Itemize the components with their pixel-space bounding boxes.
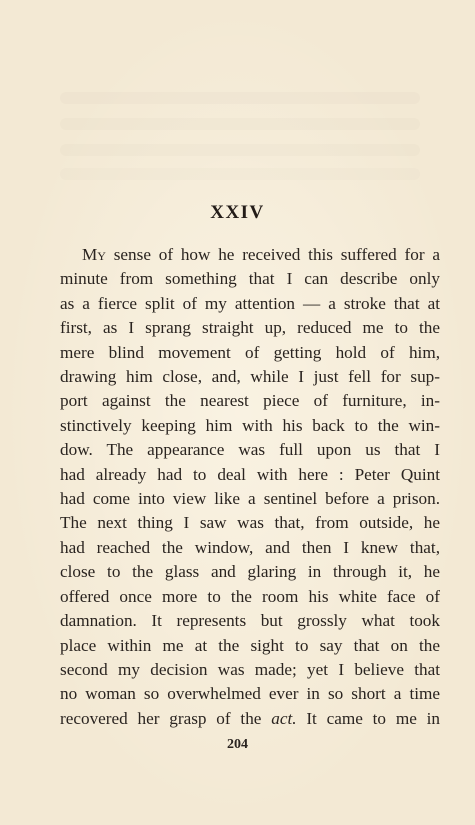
chapter-body: [60, 243, 440, 731]
text-line: as a fierce split of my attention — a stroke that at: [60, 293, 440, 313]
text-line: damnation. It represents but grossly what took: [60, 611, 440, 631]
text-line: close to the glass and glaring in through it, he: [60, 562, 440, 582]
text-line: The next thing I saw was that, from outside, he: [60, 513, 440, 533]
text-line-content: It came to me in: [296, 708, 440, 728]
text-line: [60, 707, 440, 731]
text-line: had come into view like a sentinel before a prison.: [60, 489, 440, 509]
show-through-mark: [60, 92, 420, 104]
text-line: second my decision was made; yet I believe that: [60, 659, 440, 679]
show-through-mark: [60, 168, 420, 180]
text-line: had already had to deal with here : Peter Quint: [60, 464, 440, 484]
text-line: place within me at the sight to say that on the: [60, 635, 440, 655]
text-line: no woman so overwhelmed ever in so short a time: [60, 684, 440, 704]
text-line: first, as I sprang straight up, reduced me to the: [60, 318, 440, 338]
text-line: minute from something that I can describe only: [60, 269, 440, 289]
text-line: mere blind movement of getting hold of him,: [60, 342, 440, 362]
text-line: [60, 243, 440, 267]
show-through-mark: [60, 118, 420, 130]
text-line-content: sense of how he received this suffered for a: [105, 245, 440, 264]
page-number: 204: [227, 737, 248, 752]
show-through-mark: [60, 144, 420, 156]
italic-word: act.: [271, 708, 297, 728]
text-line: stinctively keeping him with his back to the win-: [60, 415, 440, 435]
drop-cap-word: My: [82, 245, 106, 264]
text-line: drawing him close, and, while I just fell for sup-: [60, 367, 440, 387]
text-line-content: recovered her grasp of the: [60, 708, 272, 728]
text-line: offered once more to the room his white face of: [60, 586, 440, 606]
text-line: port against the nearest piece of furniture, in-: [60, 391, 440, 411]
chapter-heading: XXIV: [210, 202, 265, 223]
text-line: dow. The appearance was full upon us that I: [60, 440, 440, 460]
text-line: had reached the window, and then I knew that,: [60, 537, 440, 557]
